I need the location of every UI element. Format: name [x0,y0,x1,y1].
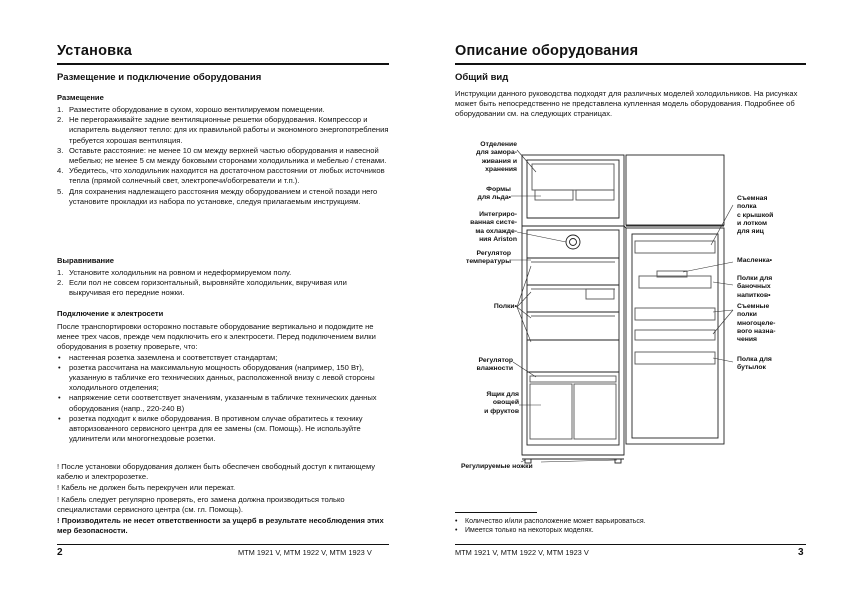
label-line: и фруктов [484,407,519,415]
page-number: 3 [798,547,804,558]
electric-heading: Подключение к электросети [57,309,164,318]
label-line: полки [737,311,757,319]
label-line: для льда• [477,194,511,202]
placement-item-text: Убедитесь, что холодильник находится на достаточном расстоянии от любых источников тепла (прямой солнечный свет, электропечи/обогреватели и т.п.). [69,166,385,186]
electric-bullets [57,353,389,445]
placement-item-number: 1. [57,105,64,114]
label-can-shelves [737,275,797,300]
intro-text: Инструкции данного руководства подходят для различных моделей холодильников. На рисунках может быть непосредственно не представлена купленная модель оборудования. Подробнее об оборудовании см. на следующих страницах. [455,89,798,119]
label-line: Регулятор [478,357,513,364]
label-line: Полки для [737,275,773,282]
label-cooling-system [447,211,517,244]
electric-bullet: • настенная розетка заземлена и соответствует стандартам; [57,353,389,363]
placement-item-text: Разместите оборудование в сухом, хорошо вентилируемом помещении. [69,105,325,114]
label-humidity [447,357,513,374]
placement-item-text: Не перегораживайте задние вентиляционные решетки оборудования. Компрессор и испаритель выделяют тепло: для их правильной работы и экономного энергопотребления требуется хорошая вентиляция. [69,115,389,145]
label-line: Полка для [737,356,772,363]
label-line: вого назна- [737,327,776,335]
placement-item-text: Оставьте расстояние: не менее 10 см между верхней частью оборудования и навесной мебелью; не менее 5 см между боковыми сторонами холодильника и мебелью / стенами. [69,145,387,166]
leveling-item-number: 1. [57,268,64,277]
placement-heading: Размещение [57,93,104,102]
placement-item [57,105,389,115]
label-line: ния Ariston [479,235,517,243]
label-line: Регулятор [476,250,511,257]
note-1: • Количество и/или расположение может варьироваться. [455,517,806,526]
electric-block [57,322,389,444]
label-line: ма охлажде- [475,227,517,235]
label-line: овощей [492,399,519,407]
footer-rule [455,544,806,545]
section-heading: Размещение и подключение оборудования [57,72,262,83]
placement-item-number: 2. [57,115,64,125]
label-line: Отделение [480,141,517,148]
warnings [57,462,389,537]
label-line: с крышкой [737,211,774,219]
label-line: чения [737,336,757,344]
warning-item: ! Кабель не должен быть перекручен или пережат. [57,483,236,493]
placement-item-number: 5. [57,186,64,196]
label-crisper [447,391,519,416]
right-page [421,0,842,595]
page-number: 2 [57,547,63,558]
electric-intro: После транспортировки осторожно поставьте оборудование вертикально и подождите не менее трех часов, прежде чем подключить его к электросети. Перед подключением вилки оборудования в розетку проверьте, что: [57,322,376,352]
leveling-item-text: Установите холодильник на ровном и недеформируемом полу. [69,268,292,277]
warning-item: ! Кабель следует регулярно проверять, его замена должна производиться только специалистами сервисного центра (см. гл. Помощь). [57,494,345,514]
label-bottle-shelf [737,356,797,373]
label-ice-trays [447,186,511,203]
label-line: Масленка• [737,257,772,264]
label-line: напитков• [737,291,771,299]
label-line: Съемная [737,195,768,202]
placement-item [57,146,389,166]
label-line: Полки• [493,303,517,310]
page-title: Описание оборудования [455,43,639,59]
section-heading: Общий вид [455,72,509,83]
title-rule [57,63,389,65]
label-feet: Регулируемые ножки [461,463,533,470]
leveling-item-number: 2. [57,278,64,288]
footer-rule [57,544,389,545]
placement-list [57,105,389,207]
label-line: Интегриро- [479,211,517,218]
label-line: температуры [465,258,511,266]
electric-bullet: • напряжение сети соответствует значениям, указанным в табличке технических данных оборудования (напр., 220-240 В) [57,393,389,413]
label-multi-shelves [737,303,797,344]
label-line: Формы [486,186,511,193]
label-line: Ящик для [486,391,519,398]
notes-rule [455,512,537,513]
label-butter-dish [737,257,797,265]
leveling-item [57,268,389,278]
warning-bold: ! Производитель не несет ответственности за ущерб в результате несоблюдения этих мер безопасности. [57,516,384,536]
placement-item [57,187,389,207]
label-shelves [447,303,517,311]
label-egg-shelf [737,195,797,236]
note-2: • Имеется только на некоторых моделях. [455,526,806,535]
notes [455,517,806,535]
placement-item-number: 4. [57,166,64,176]
label-thermostat [447,250,511,267]
leveling-item [57,278,389,298]
label-line: баночных [737,283,771,291]
label-freezer [447,141,517,174]
placement-item [57,166,389,186]
leveling-list [57,268,389,299]
footer-models: MTM 1921 V, MTM 1922 V, MTM 1923 V [455,548,589,557]
label-line: влажности [476,365,513,373]
label-line: полка [737,203,757,211]
footer-models: MTM 1921 V, MTM 1922 V, MTM 1923 V [238,548,372,557]
leveling-item-text: Если пол не совсем горизонтальный, выровняйте холодильник, вкручивая или выкручивая его передние ножки. [69,278,347,298]
electric-bullet: • розетка рассчитана на максимальную мощность оборудования (например, 150 Вт), указанную в табличке его технических данных, расположенной внизу с левой стороны холодильного отделения; [57,363,389,394]
page-title: Установка [57,43,132,59]
label-line: бутылок [737,364,766,372]
placement-item-number: 3. [57,145,64,155]
label-line: для замора- [476,149,517,157]
electric-bullet: • розетка подходит к вилке оборудования. В противном случае обратитесь к технику авторизованного сервисного центра для ее замены (см. Помощь). Не используйте удлинители или многогнездовые розетки. [57,414,389,445]
label-line: хранения [485,165,517,173]
label-line: и лотком [737,219,768,227]
label-line: многоцеле- [737,319,776,327]
placement-item-text: Для сохранения надлежащего расстояния между оборудованием и стеной позади него установите прокладки из набора по установке, следуя прилагаемым инструкциям. [69,186,378,206]
label-line: ванная систе- [470,219,517,227]
leveling-heading: Выравнивание [57,256,115,265]
placement-item [57,115,389,146]
warning-item: ! После установки оборудования должен быть обеспечен свободный доступ к питающему кабелю и электророзетке. [57,462,376,482]
label-line: для яиц [737,228,764,236]
label-line: Съемные [737,303,770,310]
label-line: живания и [481,157,517,165]
